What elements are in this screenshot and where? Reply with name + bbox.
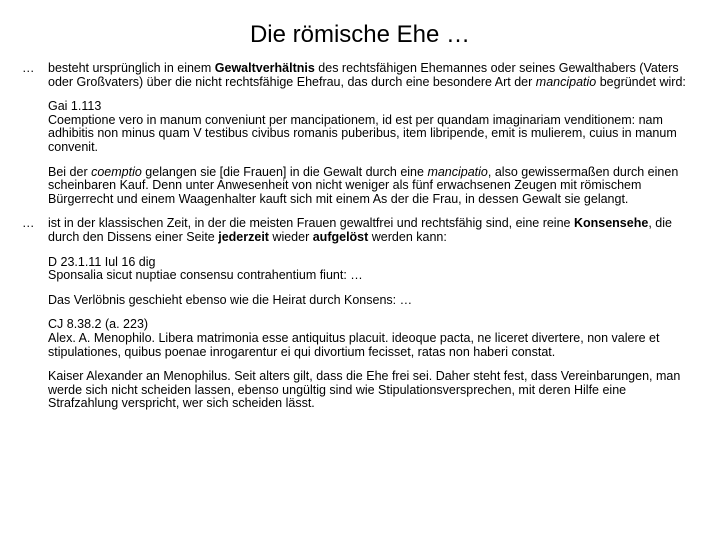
- term-konsensehe: Konsensehe: [573, 216, 649, 231]
- bullet-item-consent-manus: [22, 62, 690, 206]
- item2-intro: ist in der klassischen Zeit, in der die meisten Frauen gewaltfrei und rechtsfähig sind, eine reine Konsensehe, die durch den Dissens einer Seite jederzeit wieder aufgelöst werden kann:: [48, 216, 672, 244]
- term-gewaltverhaeltnis: Gewaltverhältnis: [214, 61, 315, 75]
- translation-gai: Bei der coemptio gelangen sie [die Frauen] in die Gewalt durch eine mancipatio, also gewissermaßen durch einen scheinbaren Kauf. Denn unter Anwesenheit von nicht weniger als fünf erwachsenen Zeugen mit römischem Bürgerrecht und einem Waagenhalter kauft sich mit einem As der die Frau, in dessen Gewalt sie gelangt.: [48, 164, 679, 206]
- bullet-item-konsensehe: [22, 217, 690, 411]
- source-gai: [48, 100, 690, 154]
- translation-digest: Das Verlöbnis geschieht ebenso wie die Heirat durch Konsens: …: [48, 292, 413, 307]
- translation-codex: Kaiser Alexander an Menophilus. Seit alters gilt, dass die Ehe frei sei. Daher steht fest, dass Vereinbarungen, man werde sich nicht scheiden lassen, ebenso ungültig sind wie Stipulationsversprechen, mit deren Hilfe eine Strafzahlung verspricht, wer sich scheiden lässt.: [48, 369, 681, 411]
- latin-quote: Sponsalia sicut nuptiae consensu contrahentium fiunt: …: [48, 268, 363, 283]
- source-reference: D 23.1.11 Iul 16 dig: [48, 254, 156, 269]
- term-jederzeit: jederzeit: [218, 229, 269, 244]
- source-reference: Gai 1.113: [48, 99, 102, 114]
- term-coemptio: coemptio: [91, 164, 142, 179]
- source-codex: [48, 318, 690, 359]
- slide-body: [22, 62, 690, 422]
- term-aufgeloest: aufgelöst: [312, 229, 369, 244]
- source-digest: [48, 256, 690, 283]
- bullet-marker: …: [22, 61, 35, 75]
- latin-quote: Alex. A. Menophilo. Libera matrimonia esse antiquitus placuit. ideoque pacta, ne liceret divertere, non valere et stipulationes, quibus poenae inrogarentur ei qui divortium fecisset, ratas non haberi constat.: [48, 330, 660, 359]
- term-mancipatio: mancipatio: [535, 74, 597, 89]
- bullet-marker: …: [22, 216, 35, 231]
- source-reference: CJ 8.38.2 (a. 223): [48, 317, 149, 332]
- latin-quote: Coemptione vero in manum conveniunt per mancipationem, id est per quandam imaginariam venditionem: nam adhibitis non minus quam V testibus civibus romanis puberibus, item libripende, emit is mulierem, cuius in manum convenit.: [48, 112, 677, 154]
- term-mancipatio: mancipatio: [427, 164, 488, 179]
- slide-title: Die römische Ehe …: [249, 21, 471, 48]
- item1-intro: besteht ursprünglich in einem Gewaltverhältnis des rechtsfähigen Ehemannes oder seines Gewalthabers (Vaters oder Großvaters) über die nicht rechtsfähige Ehefrau, das durch eine besondere Art der mancipatio begründet wird:: [48, 61, 686, 89]
